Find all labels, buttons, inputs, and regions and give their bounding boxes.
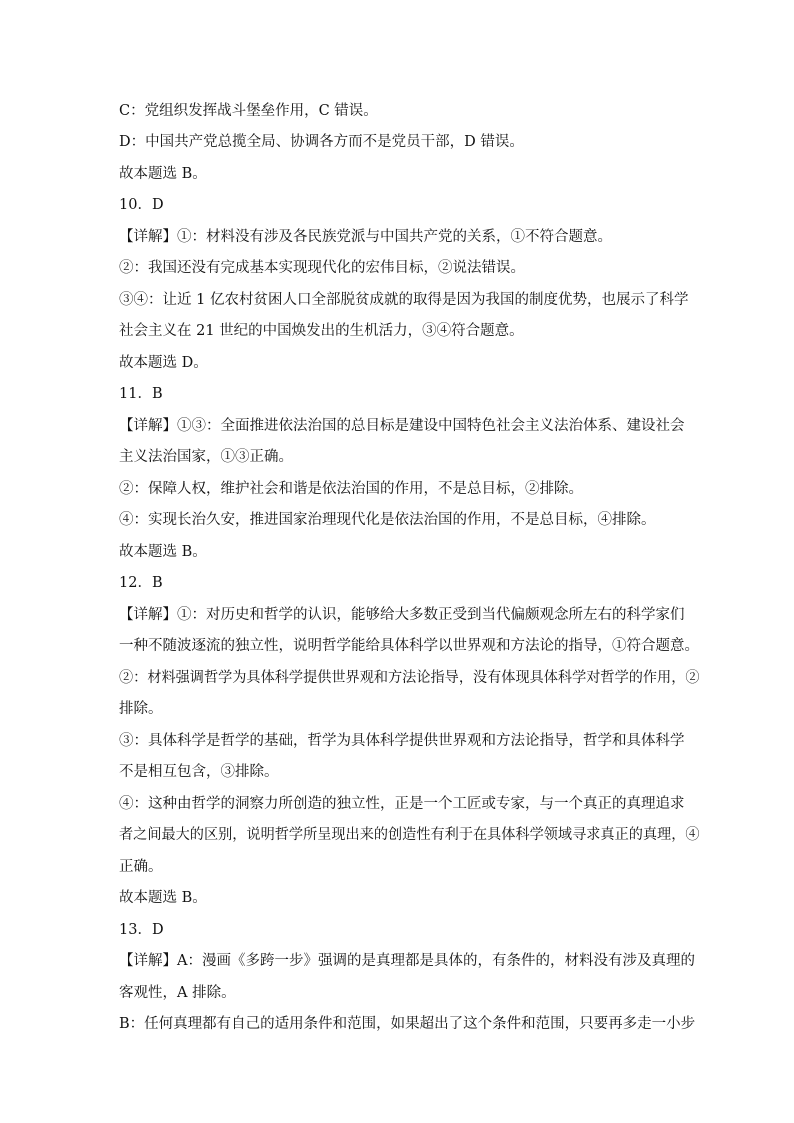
text-line: 一种不随波逐流的独立性，说明哲学能给具体科学以世界观和方法论的指导，①符合题意。 — [119, 638, 699, 654]
text-line: ②：保障人权，维护社会和谐是依法治国的作用，不是总目标，②排除。 — [119, 481, 583, 497]
text-line: 客观性，A 排除。 — [119, 985, 236, 1001]
question-number: 11．B — [119, 386, 163, 402]
text-line: C：党组织发挥战斗堡垒作用，C 错误。 — [119, 103, 378, 119]
text-line: ③④：让近 1 亿农村贫困人口全部脱贫成就的取得是因为我国的制度优势，也展示了科学 — [119, 292, 689, 308]
question-number: 13．D — [119, 922, 164, 938]
question-number: 10．D — [119, 197, 164, 213]
text-line: ②：我国还没有完成基本实现现代化的宏伟目标，②说法错误。 — [119, 260, 525, 276]
question-number: 12．B — [119, 575, 163, 591]
text-line: ④：这种由哲学的洞察力所创造的独立性，正是一个工匠或专家，与一个真正的真理追求 — [119, 796, 685, 812]
text-line: 故本题选 B。 — [119, 544, 207, 560]
text-line: 【详解】①：对历史和哲学的认识，能够给大多数正受到当代偏颇观念所左右的科学家们 — [119, 607, 685, 623]
text-line: 不是相互包含，③排除。 — [119, 764, 279, 780]
text-line: 正确。 — [119, 859, 163, 875]
text-line: 故本题选 B。 — [119, 166, 207, 182]
text-line: 【详解】①：材料没有涉及各民族党派与中国共产党的关系，①不符合题意。 — [119, 229, 612, 245]
text-line: 【详解】①③：全面推进依法治国的总目标是建设中国特色社会主义法治体系、建设社会 — [119, 418, 685, 434]
text-line: 者之间最大的区别，说明哲学所呈现出来的创造性有利于在具体科学领域寻求真正的真理，④ — [119, 827, 700, 843]
text-line: 故本题选 D。 — [119, 355, 208, 371]
text-line: ②：材料强调哲学为具体科学提供世界观和方法论指导，没有体现具体科学对哲学的作用，② — [119, 670, 700, 686]
text-line: ④：实现长治久安，推进国家治理现代化是依法治国的作用，不是总目标，④排除。 — [119, 512, 656, 528]
text-line: 排除。 — [119, 701, 163, 717]
text-line: 【详解】A：漫画《多跨一步》强调的是真理都是具体的，有条件的，材料没有涉及真理的 — [119, 953, 695, 969]
text-line: ③：具体科学是哲学的基础，哲学为具体科学提供世界观和方法论指导，哲学和具体科学 — [119, 733, 685, 749]
text-line: B：任何真理都有自己的适用条件和范围，如果超出了这个条件和范围，只要再多走一小步 — [119, 1016, 696, 1032]
text-line: 主义法治国家，①③正确。 — [119, 449, 293, 465]
text-line: D：中国共产党总揽全局、协调各方而不是党员干部，D 错误。 — [119, 134, 524, 150]
text-line: 社会主义在 21 世纪的中国焕发出的生机活力，③④符合题意。 — [119, 323, 524, 339]
text-line: 故本题选 B。 — [119, 890, 207, 906]
